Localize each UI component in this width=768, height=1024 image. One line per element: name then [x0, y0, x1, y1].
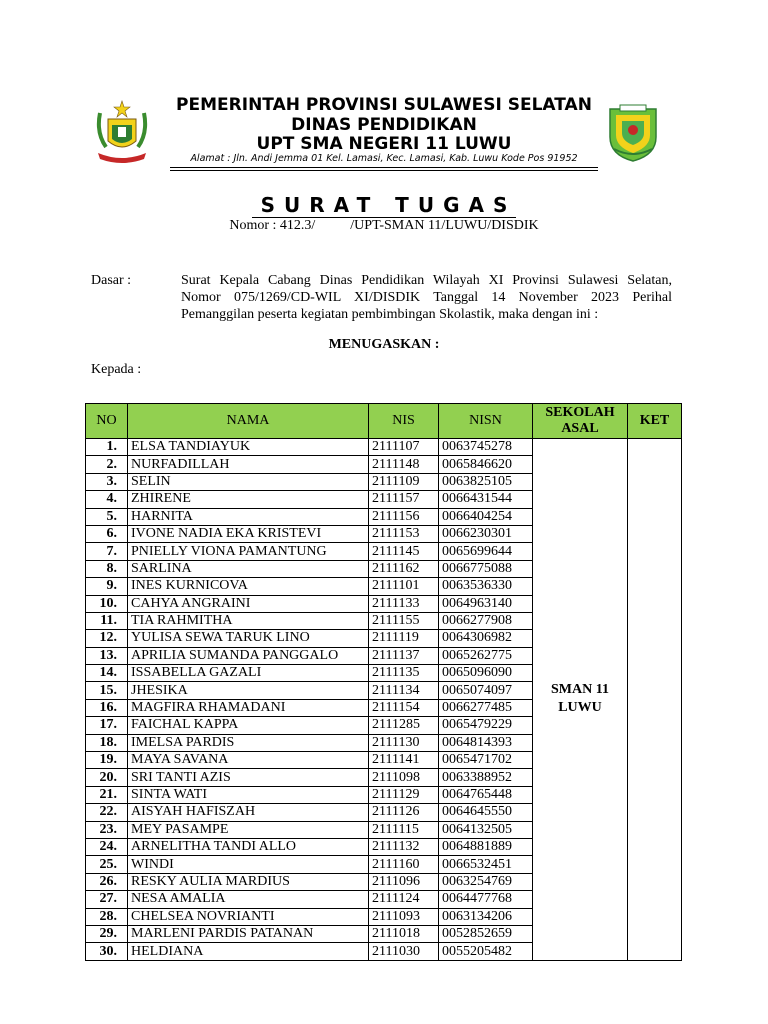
- column-header-nis: NIS: [369, 404, 439, 439]
- student-nis: 2111145: [369, 543, 439, 560]
- student-name: ZHIRENE: [128, 491, 369, 508]
- student-nis: 2111157: [369, 491, 439, 508]
- student-nisn: 0063388952: [439, 769, 533, 786]
- student-nis: 2111130: [369, 734, 439, 751]
- student-nisn: 0065096090: [439, 665, 533, 682]
- row-number: 4.: [86, 491, 128, 508]
- student-nisn: 0064132505: [439, 821, 533, 838]
- column-header-ket: KET: [628, 404, 682, 439]
- column-header-nama: NAMA: [128, 404, 369, 439]
- row-number: 30.: [86, 943, 128, 960]
- table-row: [86, 439, 682, 456]
- student-nisn: 0064306982: [439, 630, 533, 647]
- student-nisn: 0065846620: [439, 456, 533, 473]
- row-number: 1.: [86, 439, 128, 456]
- student-nis: 2111153: [369, 525, 439, 542]
- student-nisn: 0063134206: [439, 908, 533, 925]
- student-name: WINDI: [128, 856, 369, 873]
- student-nisn: 0064963140: [439, 595, 533, 612]
- row-number: 2.: [86, 456, 128, 473]
- column-header-no: NO: [86, 404, 128, 439]
- student-name: NESA AMALIA: [128, 891, 369, 908]
- row-number: 10.: [86, 595, 128, 612]
- student-name: FAICHAL KAPPA: [128, 717, 369, 734]
- student-name: ELSA TANDIAYUK: [128, 439, 369, 456]
- school-origin-cell: [533, 439, 628, 961]
- student-nis: 2111115: [369, 821, 439, 838]
- student-table-body: [86, 439, 682, 961]
- student-name: INES KURNICOVA: [128, 578, 369, 595]
- student-name: SINTA WATI: [128, 786, 369, 803]
- student-nis: 2111162: [369, 560, 439, 577]
- student-nisn: 0055205482: [439, 943, 533, 960]
- row-number: 26.: [86, 873, 128, 890]
- student-name: IMELSA PARDIS: [128, 734, 369, 751]
- header-divider: [170, 167, 598, 168]
- row-number: 11.: [86, 612, 128, 629]
- dasar-label: Dasar :: [91, 273, 132, 288]
- student-nis: 2111155: [369, 612, 439, 629]
- student-nisn: 0064765448: [439, 786, 533, 803]
- student-nisn: 0066431544: [439, 491, 533, 508]
- student-nisn: 0063254769: [439, 873, 533, 890]
- row-number: 18.: [86, 734, 128, 751]
- student-nisn: 0064881889: [439, 838, 533, 855]
- menugaskan-heading: MENUGASKAN :: [328, 337, 440, 352]
- student-nisn: 0052852659: [439, 925, 533, 942]
- student-name: CAHYA ANGRAINI: [128, 595, 369, 612]
- student-nis: 2111126: [369, 804, 439, 821]
- student-nisn: 0064814393: [439, 734, 533, 751]
- student-nis: 2111134: [369, 682, 439, 699]
- row-number: 27.: [86, 891, 128, 908]
- student-name: ISSABELLA GAZALI: [128, 665, 369, 682]
- student-nis: 2111093: [369, 908, 439, 925]
- student-nis: 2111132: [369, 838, 439, 855]
- student-nis: 2111124: [369, 891, 439, 908]
- student-nisn: 0063536330: [439, 578, 533, 595]
- student-nis: 2111018: [369, 925, 439, 942]
- student-name: JHESIKA: [128, 682, 369, 699]
- row-number: 9.: [86, 578, 128, 595]
- student-name: CHELSEA NOVRIANTI: [128, 908, 369, 925]
- row-number: 28.: [86, 908, 128, 925]
- student-name: HARNITA: [128, 508, 369, 525]
- student-nisn: 0066277485: [439, 699, 533, 716]
- student-nis: 2111107: [369, 439, 439, 456]
- student-nis: 2111101: [369, 578, 439, 595]
- student-name: MAYA SAVANA: [128, 752, 369, 769]
- student-nis: 2111129: [369, 786, 439, 803]
- dasar-line: Surat Kepala Cabang Dinas Pendidikan Wilayah XI Provinsi Sulawesi Selatan,: [181, 273, 672, 288]
- student-nis: 2111096: [369, 873, 439, 890]
- student-name: RESKY AULIA MARDIUS: [128, 873, 369, 890]
- student-nis: 2111133: [369, 595, 439, 612]
- student-nisn: 0065479229: [439, 717, 533, 734]
- student-nisn: 0066277908: [439, 612, 533, 629]
- student-name: AISYAH HAFISZAH: [128, 804, 369, 821]
- header-school: UPT SMA NEGERI 11 LUWU: [256, 134, 512, 154]
- student-nisn: 0065074097: [439, 682, 533, 699]
- remarks-cell: [628, 439, 682, 961]
- row-number: 23.: [86, 821, 128, 838]
- row-number: 3.: [86, 473, 128, 490]
- row-number: 13.: [86, 647, 128, 664]
- row-number: 20.: [86, 769, 128, 786]
- row-number: 22.: [86, 804, 128, 821]
- column-header-nisn: NISN: [439, 404, 533, 439]
- student-nis: 2111098: [369, 769, 439, 786]
- student-name: SELIN: [128, 473, 369, 490]
- row-number: 8.: [86, 560, 128, 577]
- document-title: [0, 193, 768, 217]
- student-name: SARLINA: [128, 560, 369, 577]
- student-nis: 2111156: [369, 508, 439, 525]
- student-nis: 2111160: [369, 856, 439, 873]
- student-nisn: 0065471702: [439, 752, 533, 769]
- table-header-row: [86, 404, 682, 439]
- student-name: ARNELITHA TANDI ALLO: [128, 838, 369, 855]
- student-nisn: 0066404254: [439, 508, 533, 525]
- student-nis: 2111119: [369, 630, 439, 647]
- student-nis: 2111109: [369, 473, 439, 490]
- row-number: 19.: [86, 752, 128, 769]
- row-number: 14.: [86, 665, 128, 682]
- student-nisn: 0064477768: [439, 891, 533, 908]
- row-number: 6.: [86, 525, 128, 542]
- header-divider-thin: [170, 170, 598, 171]
- student-name: YULISA SEWA TARUK LINO: [128, 630, 369, 647]
- student-nis: 2111135: [369, 665, 439, 682]
- student-name: MAGFIRA RHAMADANI: [128, 699, 369, 716]
- row-number: 12.: [86, 630, 128, 647]
- provincial-emblem-icon: [94, 97, 150, 167]
- row-number: 25.: [86, 856, 128, 873]
- document-title-text: SURAT TUGAS: [252, 193, 517, 218]
- row-number: 16.: [86, 699, 128, 716]
- student-name: TIA RAHMITHA: [128, 612, 369, 629]
- row-number: 15.: [86, 682, 128, 699]
- row-number: 17.: [86, 717, 128, 734]
- student-nis: 2111141: [369, 752, 439, 769]
- kepada-label: Kepada :: [91, 362, 142, 377]
- column-header-sekolah-asal-text: SEKOLAH ASAL: [545, 405, 615, 436]
- letter-number: Nomor : 412.3/ /UPT-SMAN 11/LUWU/DISDIK: [229, 218, 539, 233]
- student-nisn: 0064645550: [439, 804, 533, 821]
- student-nis: 2111148: [369, 456, 439, 473]
- dasar-line: Pemanggilan peserta kegiatan pembimbingan Skolastik, maka dengan ini :: [181, 307, 599, 322]
- student-name: IVONE NADIA EKA KRISTEVI: [128, 525, 369, 542]
- student-nis: 2111030: [369, 943, 439, 960]
- student-name: SRI TANTI AZIS: [128, 769, 369, 786]
- student-nisn: 0063825105: [439, 473, 533, 490]
- student-table: [85, 403, 682, 961]
- row-number: 7.: [86, 543, 128, 560]
- student-name: MARLENI PARDIS PATANAN: [128, 925, 369, 942]
- dasar-line: Nomor 075/1269/CD-WIL XI/DISDIK Tanggal 14 November 2023 Perihal: [181, 290, 672, 305]
- student-nisn: 0065699644: [439, 543, 533, 560]
- student-name: MEY PASAMPE: [128, 821, 369, 838]
- student-nisn: 0066532451: [439, 856, 533, 873]
- student-nisn: 0063745278: [439, 439, 533, 456]
- student-name: PNIELLY VIONA PAMANTUNG: [128, 543, 369, 560]
- row-number: 5.: [86, 508, 128, 525]
- student-nis: 2111285: [369, 717, 439, 734]
- dasar-text: [181, 272, 672, 323]
- header-government: PEMERINTAH PROVINSI SULAWESI SELATAN: [176, 95, 592, 115]
- student-nisn: 0065262775: [439, 647, 533, 664]
- student-nisn: 0066775088: [439, 560, 533, 577]
- school-origin-text: SMAN 11 LUWU: [551, 682, 609, 716]
- header-department: DINAS PENDIDIKAN: [291, 115, 477, 135]
- student-nis: 2111137: [369, 647, 439, 664]
- column-header-sekolah-asal: [533, 404, 628, 439]
- row-number: 21.: [86, 786, 128, 803]
- student-name: NURFADILLAH: [128, 456, 369, 473]
- row-number: 29.: [86, 925, 128, 942]
- row-number: 24.: [86, 838, 128, 855]
- header-address: Alamat : Jln. Andi Jemma 01 Kel. Lamasi, Kec. Lamasi, Kab. Luwu Kode Pos 91952: [190, 153, 578, 164]
- student-name: APRILIA SUMANDA PANGGALO: [128, 647, 369, 664]
- student-nisn: 0066230301: [439, 525, 533, 542]
- student-name: HELDIANA: [128, 943, 369, 960]
- student-nis: 2111154: [369, 699, 439, 716]
